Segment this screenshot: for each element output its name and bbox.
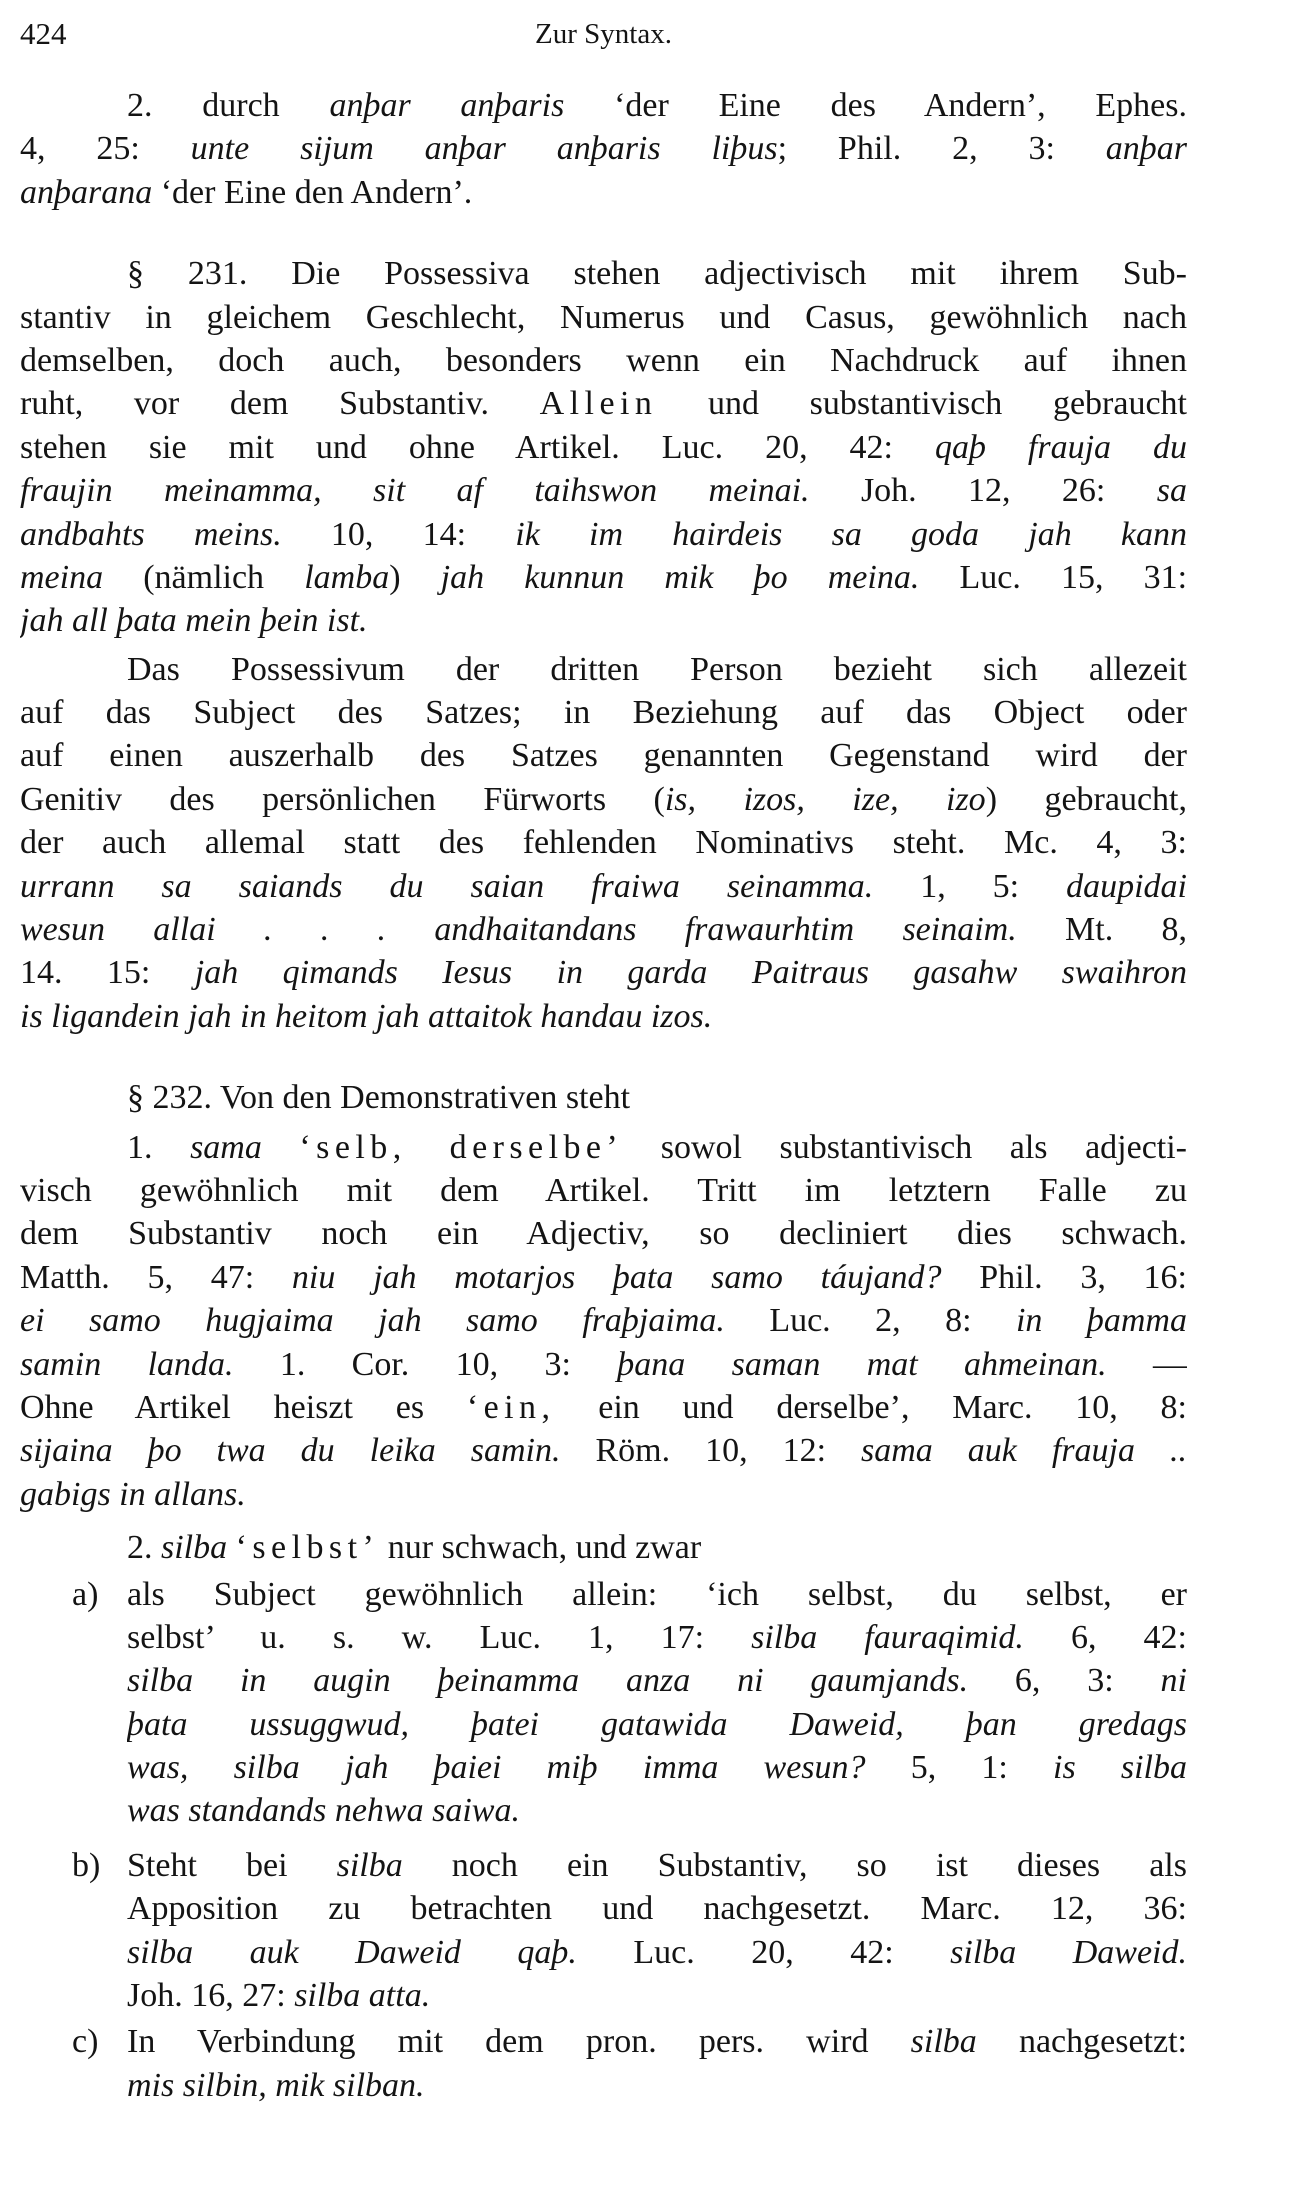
text-line bbox=[20, 1126, 1187, 1169]
gothic-citation-text: jah all þata mein þein ist. bbox=[20, 602, 368, 640]
text-line bbox=[20, 171, 1187, 214]
gothic-citation-text: sijaina þo twa du leika samin. bbox=[20, 1432, 561, 1470]
emphasized-gloss-text: ‘selb, derselbe’ bbox=[299, 1128, 624, 1166]
text-segment: § 232. Von den Demonstrativen steht bbox=[127, 1079, 631, 1117]
gothic-citation-text: þana saman mat ahmeinan. bbox=[617, 1345, 1107, 1383]
text-segment bbox=[227, 1529, 236, 1566]
text-segment: Genitiv des persönlichen Fürworts ( bbox=[20, 780, 665, 818]
gothic-citation-text: anþar anþaris bbox=[329, 87, 565, 124]
text-segment: Matth. 5, 47: bbox=[20, 1258, 292, 1296]
text-segment: visch gewöhnlich mit dem Artikel. Tritt im letztern Falle zu bbox=[20, 1171, 1187, 1209]
paragraph-lines bbox=[20, 1076, 1187, 1119]
text-segment: stehen sie mit und ohne Artikel. Luc. 20, 42: bbox=[20, 428, 935, 466]
gothic-citation-text: was standands nehwa saiwa. bbox=[127, 1792, 520, 1830]
gothic-citation-text: is ligandein jah in heitom jah attaitok handau izos. bbox=[20, 997, 713, 1035]
text-segment: ‘der Eine des Andern’, Ephes. bbox=[564, 87, 1187, 124]
gothic-citation-text: ei samo hugjaima jah samo fraþjaima. bbox=[20, 1302, 725, 1340]
text-line bbox=[127, 1703, 1187, 1746]
gothic-citation-text: sama auk frauja .. bbox=[861, 1432, 1187, 1470]
text-segment: ‘der Eine den Andern’. bbox=[152, 173, 473, 211]
emphasized-gloss-text: Allein bbox=[539, 385, 658, 423]
text-segment: demselben, doch auch, besonders wenn ein Nachdruck auf ihnen bbox=[20, 341, 1187, 379]
text-segment: Luc. 20, 42: bbox=[576, 1933, 951, 1971]
gothic-citation-text: samin landa. bbox=[20, 1345, 234, 1383]
text-line bbox=[20, 995, 1187, 1038]
gothic-citation-text: jah qimands Iesus in garda Paitraus gasahw swaihron bbox=[194, 954, 1187, 992]
text-segment: und substantivisch gebraucht bbox=[657, 385, 1187, 423]
text-segment: § 231. Die Possessiva stehen adjectivisch mit ihrem Sub- bbox=[127, 255, 1187, 293]
text-segment: 6, 3: bbox=[968, 1662, 1161, 1700]
text-segment: 1. bbox=[127, 1128, 191, 1166]
text-line bbox=[127, 1789, 1187, 1832]
gothic-citation-text: ik im hairdeis sa goda jah kann bbox=[515, 515, 1187, 553]
gothic-citation-text: andbahts meins. bbox=[20, 515, 282, 553]
gothic-citation-text: niu jah motarjos þata samo táujand? bbox=[291, 1258, 942, 1296]
text-line bbox=[20, 908, 1187, 951]
text-segment: — bbox=[1106, 1345, 1187, 1383]
gothic-citation-text: silba atta. bbox=[294, 1977, 431, 2015]
gothic-citation-text: silba fauraqimid. bbox=[751, 1618, 1024, 1656]
text-line bbox=[20, 778, 1187, 821]
gothic-citation-text: fraujin meinamma, sit af taihswon meinai. bbox=[20, 472, 810, 510]
text-segment: Steht bei bbox=[127, 1846, 337, 1884]
text-segment: dem Substantiv noch ein Adjectiv, so decliniert dies schwach. bbox=[20, 1215, 1187, 1253]
text-segment: Das Possessivum der dritten Person bezieht sich allezeit bbox=[127, 650, 1187, 688]
section-231-third-person bbox=[20, 648, 1187, 1039]
text-line bbox=[127, 1931, 1187, 1974]
text-line bbox=[20, 469, 1187, 512]
paragraph-lines bbox=[20, 1126, 1187, 1517]
gothic-citation-text: unte sijum anþar anþaris liþus bbox=[190, 130, 778, 168]
text-segment: als Subject gewöhnlich allein: ‘ich selbst, du selbst, er bbox=[127, 1575, 1187, 1613]
page-header bbox=[20, 12, 1187, 56]
list-item-b bbox=[20, 1844, 1187, 2018]
text-line bbox=[127, 1844, 1187, 1887]
text-segment: noch ein Substantiv, so ist dieses als bbox=[402, 1846, 1187, 1884]
text-line bbox=[20, 1169, 1187, 1212]
text-line bbox=[20, 691, 1187, 734]
paragraph-lines bbox=[20, 1573, 1187, 1833]
text-line bbox=[20, 1076, 1187, 1119]
paragraph-lines bbox=[20, 252, 1187, 643]
gothic-citation-text: silba auk Daweid qaþ. bbox=[127, 1933, 577, 1971]
text-line bbox=[20, 648, 1187, 691]
text-line bbox=[20, 339, 1187, 382]
text-segment: 1, 5: bbox=[873, 867, 1067, 905]
section-232-heading bbox=[20, 1076, 1187, 1119]
text-segment: Luc. 15, 31: bbox=[919, 558, 1187, 596]
text-segment: Phil. 3, 16: bbox=[941, 1258, 1187, 1296]
gothic-citation-text: gabigs in allans. bbox=[20, 1475, 246, 1513]
text-line bbox=[127, 1659, 1187, 1702]
gothic-citation-text: silba bbox=[336, 1846, 403, 1884]
book-page bbox=[20, 0, 1187, 2203]
text-line bbox=[20, 1212, 1187, 1255]
gothic-citation-text: þata ussuggwud, þatei gatawida Daweid, þan gredags bbox=[127, 1705, 1187, 1743]
text-segment: (nämlich bbox=[103, 558, 305, 596]
section-232-sama bbox=[20, 1126, 1187, 1517]
gothic-citation-text: silba bbox=[910, 2023, 977, 2061]
text-line bbox=[20, 1526, 1187, 1569]
text-segment: ein und derselbe’, Marc. 10, 8: bbox=[555, 1388, 1187, 1426]
paragraph-lines bbox=[20, 2020, 1187, 2107]
section-232-silba bbox=[20, 1526, 1187, 1569]
text-segment: ) gebraucht, bbox=[985, 780, 1187, 818]
text-line bbox=[20, 513, 1187, 556]
text-line bbox=[20, 1429, 1187, 1472]
gothic-citation-text: anþar bbox=[1105, 130, 1187, 168]
paragraph-lines bbox=[20, 648, 1187, 1039]
gothic-citation-text: sama bbox=[190, 1128, 262, 1166]
text-line bbox=[20, 951, 1187, 994]
text-segment: 14. 15: bbox=[20, 954, 195, 992]
text-line bbox=[20, 426, 1187, 469]
gothic-citation-text: in þamma bbox=[1015, 1302, 1187, 1340]
text-segment: nachgesetzt: bbox=[976, 2023, 1187, 2061]
text-segment: auf das Subject des Satzes; in Beziehung auf das Object oder bbox=[20, 694, 1187, 732]
text-segment: In Verbindung mit dem pron. pers. wird bbox=[127, 2023, 911, 2061]
text-segment: 6, 42: bbox=[1023, 1618, 1187, 1656]
gothic-citation-text: qaþ frauja du bbox=[934, 428, 1187, 466]
text-segment: Luc. 2, 8: bbox=[724, 1302, 1016, 1340]
text-line bbox=[20, 382, 1187, 425]
text-line bbox=[20, 556, 1187, 599]
text-segment: auf einen auszerhalb des Satzes genannten Gegenstand wird der bbox=[20, 737, 1187, 775]
gothic-citation-text: silba Daweid. bbox=[950, 1933, 1187, 1971]
text-line bbox=[127, 1746, 1187, 1789]
paragraph-lines bbox=[20, 1844, 1187, 2018]
text-segment: 10, 14: bbox=[281, 515, 516, 553]
text-line bbox=[127, 1887, 1187, 1930]
text-segment: der auch allemal statt des fehlenden Nominativs steht. Mc. 4, 3: bbox=[20, 824, 1187, 862]
list-item-c bbox=[20, 2020, 1187, 2107]
gothic-citation-text: jah kunnun mik þo meina. bbox=[440, 558, 920, 596]
running-title: Zur Syntax. bbox=[535, 18, 672, 50]
text-line bbox=[127, 1974, 1187, 2017]
text-line bbox=[20, 1299, 1187, 1342]
text-segment: Röm. 10, 12: bbox=[560, 1432, 862, 1470]
gothic-citation-text: is, izos, ize, izo bbox=[664, 780, 986, 818]
text-line bbox=[20, 127, 1187, 170]
text-segment: Apposition zu betrachten und nachgesetzt. Marc. 12, 36: bbox=[127, 1890, 1187, 1928]
text-segment: sowol substantivisch als adjecti- bbox=[623, 1128, 1187, 1166]
gothic-citation-text: urrann sa saiands du saian fraiwa seinamma. bbox=[20, 867, 874, 905]
list-item-a bbox=[20, 1573, 1187, 1833]
gothic-citation-text: anþarana bbox=[20, 173, 153, 211]
paragraph-lines bbox=[20, 1526, 1187, 1569]
gothic-citation-text: is silba bbox=[1053, 1749, 1187, 1787]
text-segment: Mt. 8, bbox=[1016, 911, 1187, 949]
emphasized-gloss-text: ‘ein, bbox=[466, 1388, 556, 1426]
text-segment: Ohne Artikel heiszt es bbox=[20, 1388, 467, 1426]
text-line bbox=[20, 252, 1187, 295]
list-item-label: c) bbox=[72, 2023, 99, 2061]
gothic-citation-text: mis silbin, mik silban. bbox=[127, 2066, 425, 2104]
text-line bbox=[20, 1343, 1187, 1386]
text-segment: stantiv in gleichem Geschlecht, Numerus und Casus, gewöhnlich nach bbox=[20, 298, 1187, 336]
paragraph-lines bbox=[20, 84, 1187, 214]
text-segment: 4, 25: bbox=[20, 130, 191, 168]
gothic-citation-text: meina bbox=[20, 558, 104, 596]
text-segment: Joh. 12, 26: bbox=[809, 472, 1157, 510]
list-item-label: b) bbox=[72, 1846, 101, 1884]
text-line bbox=[20, 821, 1187, 864]
gothic-citation-text: silba bbox=[161, 1529, 228, 1567]
text-segment: ruht, vor dem Substantiv. bbox=[20, 385, 540, 423]
text-segment: Joh. 16, 27: bbox=[127, 1977, 295, 2015]
text-line bbox=[127, 2020, 1187, 2063]
text-line bbox=[127, 1616, 1187, 1659]
text-segment bbox=[262, 1129, 300, 1166]
text-line bbox=[20, 1256, 1187, 1299]
text-line bbox=[20, 599, 1187, 642]
text-segment: 1. Cor. 10, 3: bbox=[233, 1345, 618, 1383]
text-line bbox=[20, 1473, 1187, 1516]
text-segment: nur schwach, und zwar bbox=[379, 1529, 702, 1567]
text-segment: ) bbox=[389, 558, 441, 596]
gothic-citation-text: was, silba jah þaiei miþ imma wesun? bbox=[127, 1749, 866, 1787]
paragraph-reciprocal bbox=[20, 84, 1187, 214]
text-segment: 5, 1: bbox=[865, 1749, 1054, 1787]
text-line bbox=[127, 1573, 1187, 1616]
text-line bbox=[20, 734, 1187, 777]
page-body bbox=[20, 84, 1187, 2107]
text-segment: 2. durch bbox=[127, 87, 330, 124]
text-segment: 2. bbox=[127, 1529, 161, 1567]
gothic-citation-text: ni bbox=[1160, 1662, 1187, 1700]
text-segment: selbst’ u. s. w. Luc. 1, 17: bbox=[127, 1618, 752, 1656]
page-number: 424 bbox=[20, 16, 67, 51]
list-item-label: a) bbox=[72, 1575, 99, 1613]
gothic-citation-text: lamba bbox=[304, 558, 390, 596]
text-line bbox=[20, 84, 1187, 127]
gothic-citation-text: silba in augin þeinamma anza ni gaumjands. bbox=[127, 1662, 969, 1700]
gothic-citation-text: sa bbox=[1156, 472, 1187, 510]
text-segment: ; Phil. 2, 3: bbox=[777, 130, 1106, 168]
gothic-citation-text: wesun allai . . . andhaitandans frawaurhtim seinaim. bbox=[20, 911, 1017, 949]
gothic-citation-text: daupidai bbox=[1066, 867, 1187, 905]
text-line bbox=[20, 296, 1187, 339]
text-line bbox=[20, 1386, 1187, 1429]
text-line bbox=[127, 2064, 1187, 2107]
text-line bbox=[20, 865, 1187, 908]
section-231 bbox=[20, 252, 1187, 643]
emphasized-gloss-text: ‘selbst’ bbox=[235, 1529, 380, 1567]
